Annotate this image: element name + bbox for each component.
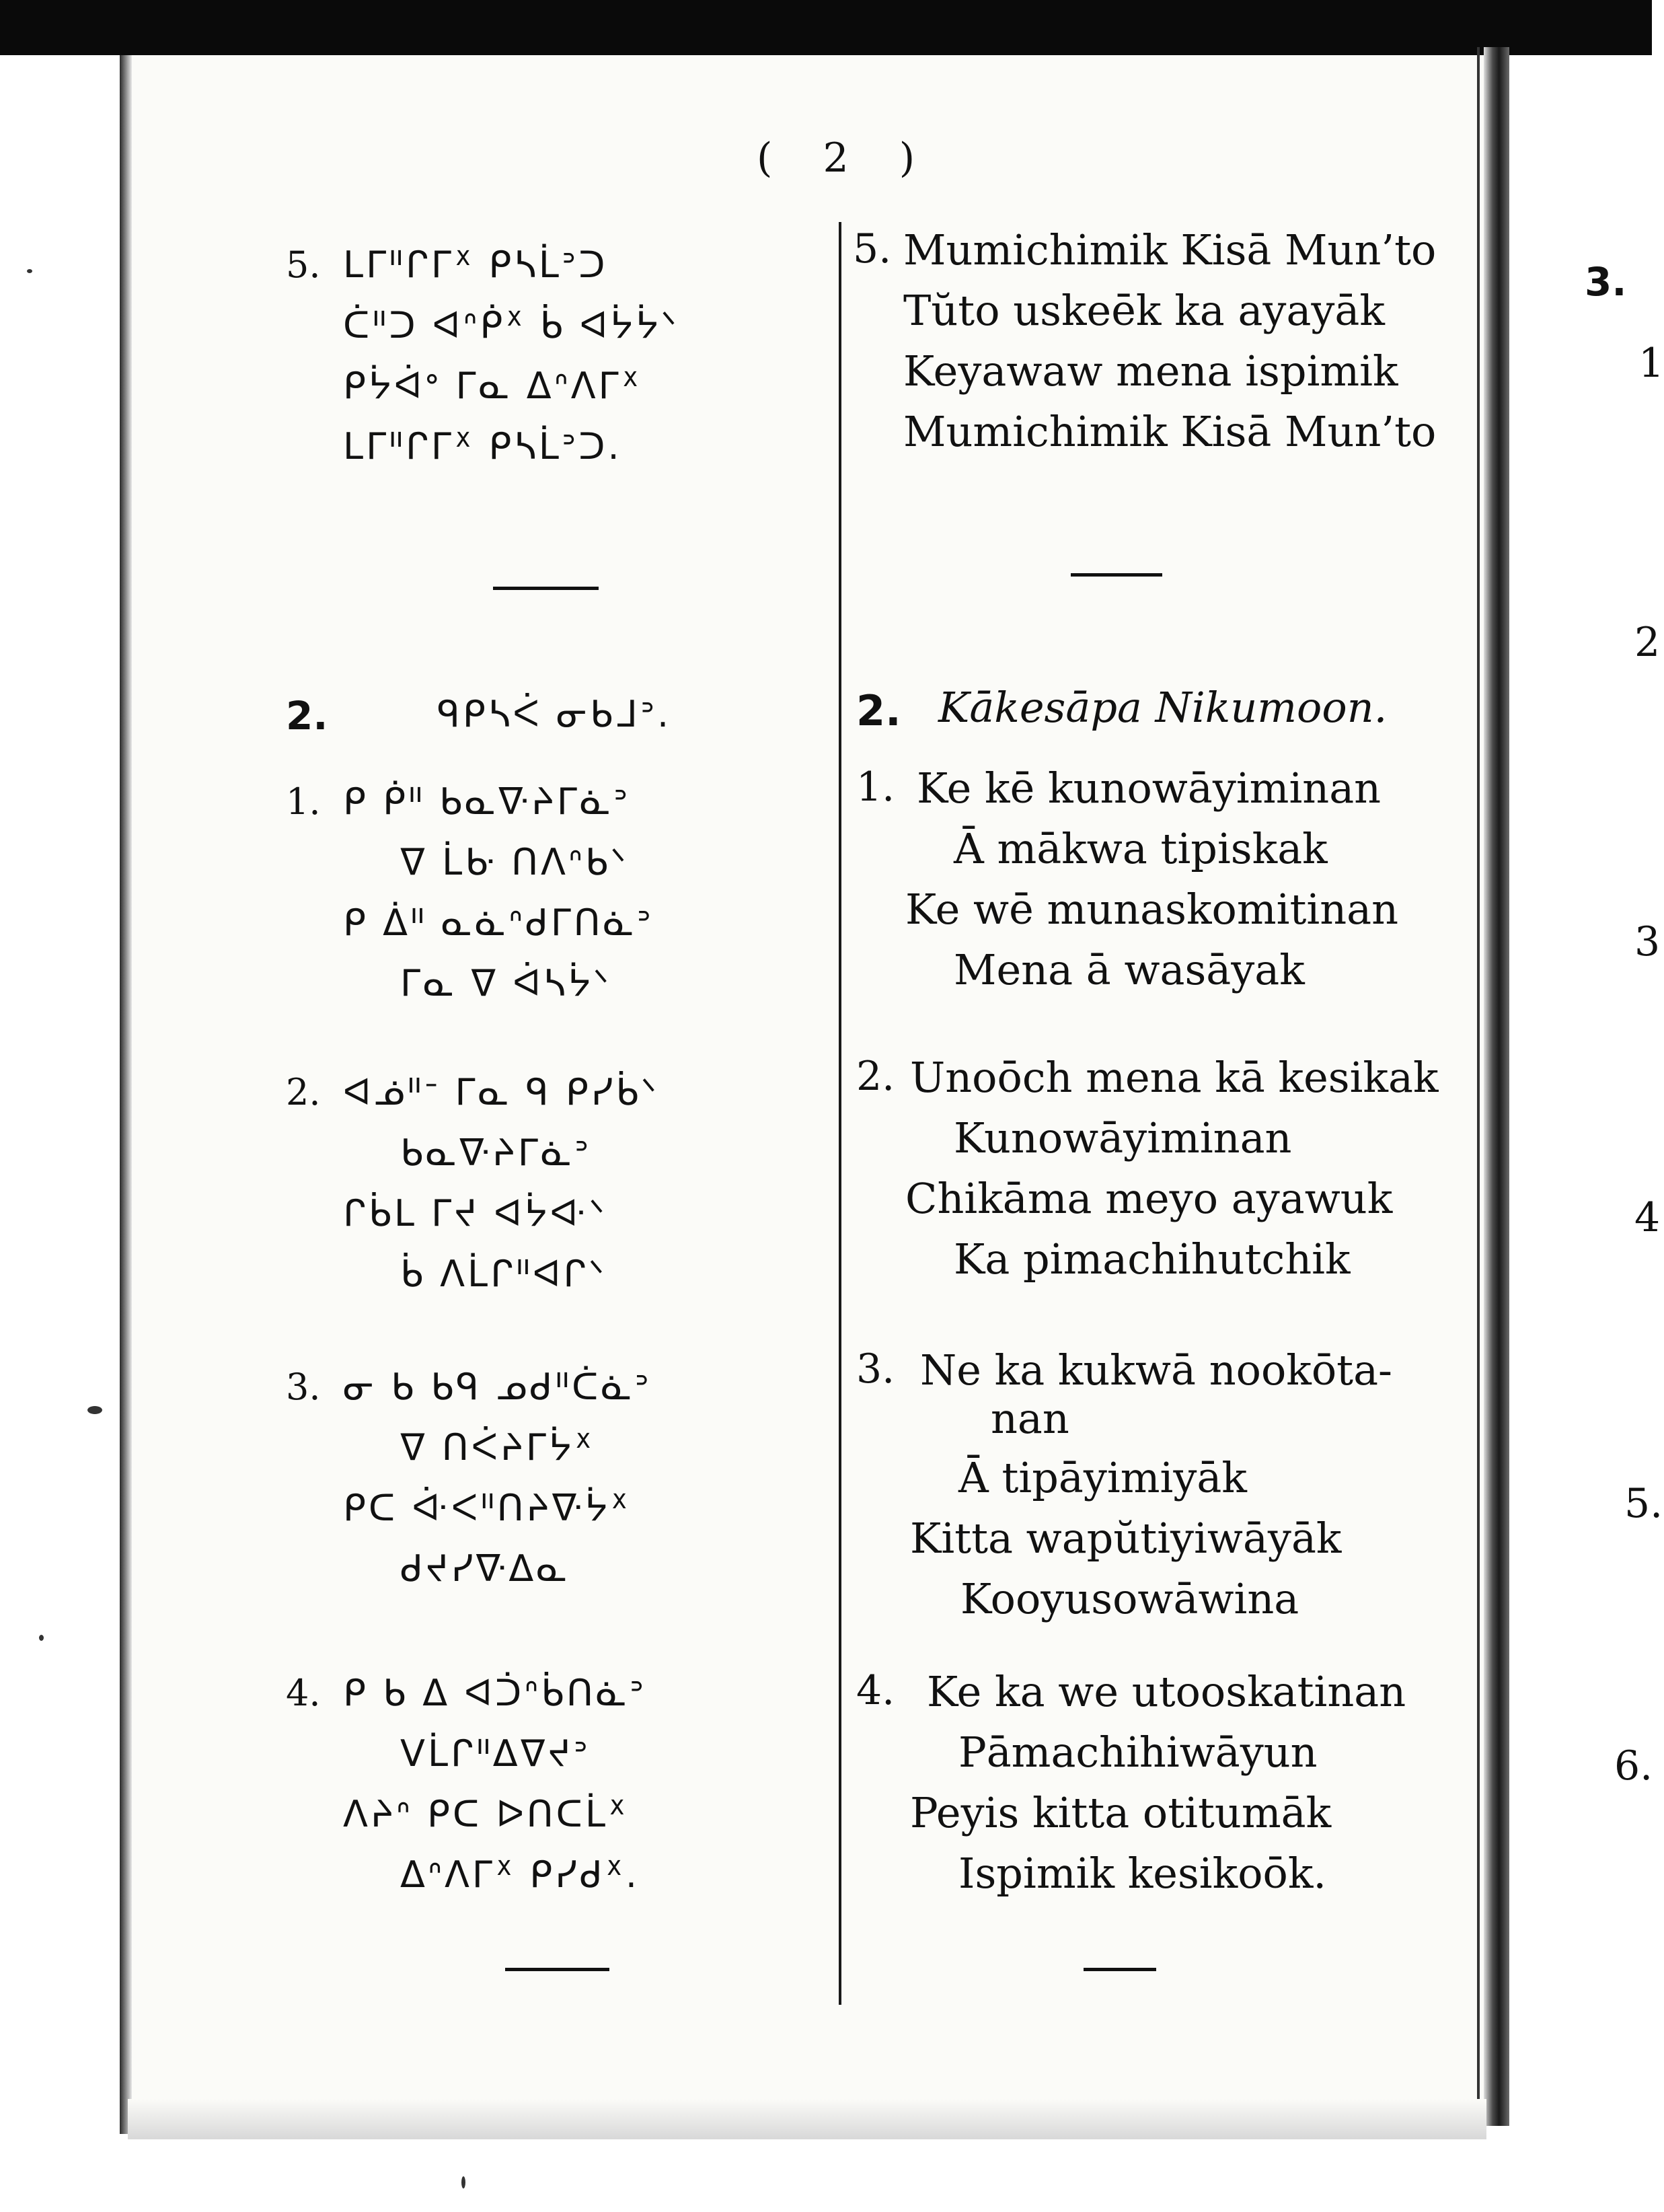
verse-line: ᐯᒫᒋᐦᐃᐁᔪᐣ xyxy=(400,1732,591,1775)
verse-line: Ke wē munaskomitinan xyxy=(905,885,1399,934)
verse-number: 3. xyxy=(286,1366,321,1408)
verse-line: Chikāma meyo ayawuk xyxy=(905,1174,1393,1223)
verse-line: ᒪᒥᐦᒋᒥᕽ ᑭᓴᒫᐣᑐ. xyxy=(343,425,622,468)
facing-number: 5. xyxy=(1624,1480,1663,1527)
verse-number: 5. xyxy=(853,225,892,272)
verse-line: ᑖᐦᑐ ᐊᐢᑮᕽ ᑳ ᐊᔮᔮᐠ xyxy=(343,304,679,346)
verse-line: ᑳ ᐱᒫᒋᐦᐊᒋᐠ xyxy=(400,1253,607,1295)
verse-line: Kitta wapŭtiyiwāyāk xyxy=(910,1514,1342,1563)
scan-speck xyxy=(461,2176,465,2188)
verse-line: Ke ka we utooskatinan xyxy=(927,1667,1406,1716)
facing-heading: 3. xyxy=(1585,259,1627,305)
scan-left-margin xyxy=(0,55,128,2212)
verse-number: 3. xyxy=(856,1345,895,1393)
hymn-title: ᑫᑭᓴᐹ ᓂᑲᒧᐣ. xyxy=(437,693,672,735)
verse-line: Mumichimik Kisā Mun’to xyxy=(903,225,1437,274)
facing-number: 3 xyxy=(1634,918,1661,965)
binding-line xyxy=(1477,47,1480,2126)
verse-line: Unoōch mena kā kesikak xyxy=(910,1053,1439,1102)
verse-line: ᐁ ᒫᑿ ᑎᐱᐢᑲᐠ xyxy=(400,841,629,883)
verse-line: Pāmachihiwāyun xyxy=(958,1728,1318,1777)
verse-line: ᑭ ᑲ ᐃ ᐊᑑᐢᑳᑎᓈᐣ xyxy=(343,1672,646,1714)
facing-page xyxy=(1509,55,1652,2212)
verse-number: 4. xyxy=(286,1672,321,1714)
facing-number: 4 xyxy=(1634,1194,1661,1241)
verse-line: Peyis kitta otitumāk xyxy=(910,1788,1332,1837)
verse-number: 5. xyxy=(286,244,321,286)
verse-number: 4. xyxy=(856,1667,895,1714)
section-rule xyxy=(1084,1968,1156,1971)
verse-line: ᑯᔪᓯᐍᐃᓇ xyxy=(400,1547,570,1590)
scan-speck xyxy=(39,1635,44,1641)
verse-line: ᒥᓇ ᐁ ᐋᓴᔮᐠ xyxy=(400,962,612,1004)
column-divider xyxy=(839,222,841,2005)
verse-line: ᑲᓇᐍᔨᒥᓈᐣ xyxy=(400,1132,592,1174)
section-rule xyxy=(493,587,599,590)
page-left-edge xyxy=(120,55,132,2134)
page-number: ( 2 ) xyxy=(757,135,934,182)
verse-line: ᑭ ᐄᐦ ᓇᓈᐢᑯᒥᑎᓈᐣ xyxy=(343,901,654,944)
verse-line: Ā mākwa tipiskak xyxy=(954,824,1328,873)
scan-speck xyxy=(27,269,32,273)
verse-line: Kunowāyiminan xyxy=(954,1113,1292,1163)
verse-number: 1. xyxy=(856,764,895,811)
verse-line: ᐊᓅᐦᐨ ᒥᓇ ᑫ ᑭᓯᑳᐠ xyxy=(343,1071,660,1113)
verse-line: Ke kē kunowāyiminan xyxy=(917,764,1382,813)
scan-speck xyxy=(87,1406,102,1414)
section-rule xyxy=(505,1968,609,1971)
section-rule xyxy=(1071,573,1162,577)
binding-shadow xyxy=(1484,47,1509,2126)
facing-number: 1 xyxy=(1638,340,1664,387)
hymn-title: Kākesāpa Nikumoon. xyxy=(938,683,1388,732)
verse-line: ᐁ ᑎᐹᔨᒥᔮᕽ xyxy=(400,1426,595,1469)
verse-line: nan xyxy=(991,1394,1069,1443)
verse-line: Ispimik kesikoōk. xyxy=(958,1849,1327,1898)
verse-line: ᒋᑳᒪ ᒥᔪ ᐊᔮᐘᐠ xyxy=(343,1192,607,1234)
verse-line: ᓂ ᑲ ᑲᑫ ᓄᑯᐦᑖᓈᐣ xyxy=(343,1366,652,1408)
verse-line: Ne ka kukwā nookōta- xyxy=(920,1345,1393,1395)
verse-line: ᑭ ᑮᐦ ᑲᓇᐍᔨᒥᓈᐣ xyxy=(343,780,631,823)
verse-line: Ā tipāyimiyāk xyxy=(958,1453,1247,1502)
hymn-number: 2. xyxy=(856,686,901,735)
verse-line: Mumichimik Kisā Mun’to xyxy=(903,407,1437,456)
verse-line: ᒪᒥᐦᒋᒥᕽ ᑭᓴᒫᐣᑐ xyxy=(343,244,608,286)
hymn-number: 2. xyxy=(286,693,328,739)
verse-line: ᑭᑕ ᐚᐸᐦᑎᔨᐍᔮᕽ xyxy=(343,1487,631,1529)
facing-number: 6. xyxy=(1614,1742,1653,1790)
verse-number: 2. xyxy=(286,1071,321,1113)
verse-line: ᐱᔨᐢ ᑭᑕ ᐅᑎᑕᒫᕽ xyxy=(343,1793,629,1835)
verse-number: 1. xyxy=(286,780,321,823)
verse-line: Mena ā wasāyak xyxy=(954,945,1305,994)
verse-line: ᐃᐢᐱᒥᕽ ᑭᓯᑯᕽ. xyxy=(400,1853,640,1896)
verse-line: Tŭto uskeēk ka ayayāk xyxy=(903,286,1385,335)
scan-top-border xyxy=(0,0,1652,55)
verse-line: ᑭᔮᐋᐤ ᒥᓇ ᐃᐢᐱᒥᕽ xyxy=(343,365,642,407)
verse-line: Kooyusowāwina xyxy=(960,1574,1299,1623)
page-bottom-shadow xyxy=(128,2099,1486,2139)
verse-number: 2. xyxy=(856,1053,895,1100)
facing-number: 2 xyxy=(1634,619,1661,666)
verse-line: Ka pimachihutchik xyxy=(954,1234,1351,1284)
verse-line: Keyawaw mena ispimik xyxy=(903,346,1398,396)
